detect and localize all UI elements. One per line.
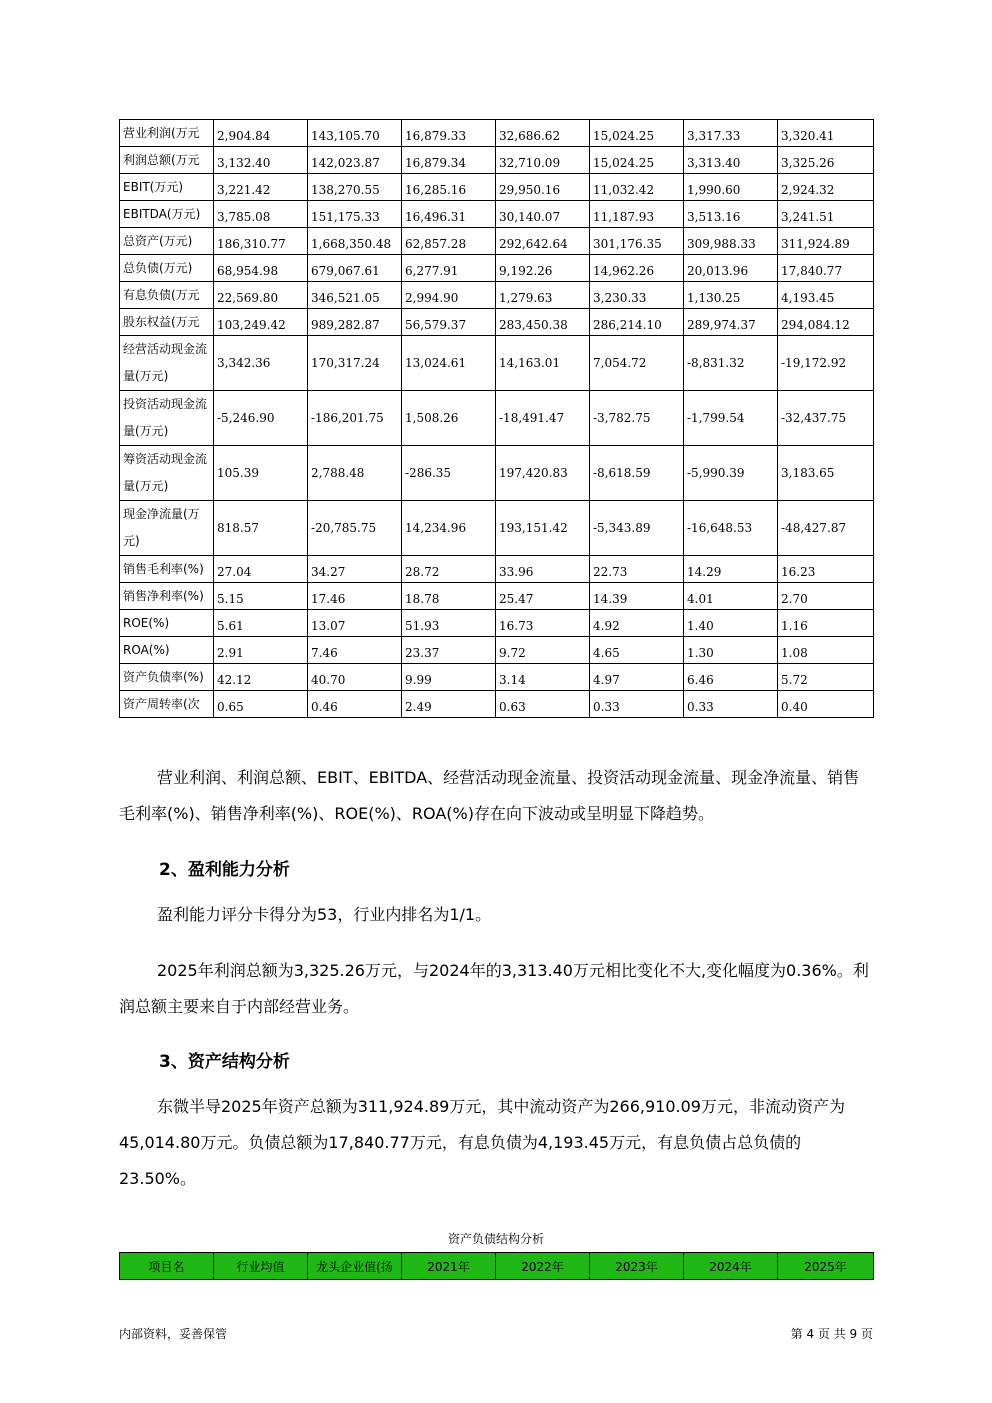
table-cell: -8,831.32 [684, 336, 778, 391]
table-cell: 28.72 [402, 556, 496, 583]
table-cell: 3.14 [496, 664, 590, 691]
table-row [120, 201, 874, 228]
table-cell: 2.70 [778, 583, 874, 610]
table-cell: 170,317.24 [308, 336, 402, 391]
table-cell: 30,140.07 [496, 201, 590, 228]
table-row [120, 637, 874, 664]
table-cell: 4.65 [590, 637, 684, 664]
table-cell: 142,023.87 [308, 147, 402, 174]
table-row [120, 255, 874, 282]
row-label: 现金净流量(万元) [120, 501, 214, 556]
table-cell: 16,879.34 [402, 147, 496, 174]
table-cell: 1,279.63 [496, 282, 590, 309]
header-cell: 项目名 [120, 1253, 214, 1280]
table-cell: 3,313.40 [684, 147, 778, 174]
table-cell: 1.08 [778, 637, 874, 664]
table-cell: -5,990.39 [684, 446, 778, 501]
table-cell: 14,962.26 [590, 255, 684, 282]
table-cell: -286.35 [402, 446, 496, 501]
table-cell: 4.92 [590, 610, 684, 637]
row-label: ROE(%) [120, 610, 214, 637]
row-label: EBIT(万元) [120, 174, 214, 201]
table-cell: 301,176.35 [590, 228, 684, 255]
footer-page-number: 第 4 页 共 9 页 [790, 1327, 873, 1341]
table-cell: 17.46 [308, 583, 402, 610]
table-cell: 4.01 [684, 583, 778, 610]
table-cell: 151,175.33 [308, 201, 402, 228]
table-cell: -5,343.89 [590, 501, 684, 556]
table-row [120, 147, 874, 174]
table-cell: 3,513.16 [684, 201, 778, 228]
asset-structure-paragraph: 东微半导2025年资产总额为311,924.89万元，其中流动资产为266,910.09万元，非流动资产为45,014.80万元。负债总额为17,840.77万元，有息负债为4,193.45万元，有息负债占总负债的23.50%。 [119, 1097, 845, 1188]
table-row [120, 691, 874, 718]
row-label: 营业利润(万元 [120, 120, 214, 147]
table-row [120, 446, 874, 501]
table-row [120, 228, 874, 255]
row-label: 销售净利率(%) [120, 583, 214, 610]
row-label: 资产负债率(%) [120, 664, 214, 691]
table-cell: 818.57 [214, 501, 308, 556]
total-profit-paragraph: 2025年利润总额为3,325.26万元，与2024年的3,313.40万元相比变化不大,变化幅度为0.36%。利润总额主要来自于内部经营业务。 [119, 961, 869, 1016]
table-cell: 7.46 [308, 637, 402, 664]
table-cell: 9.72 [496, 637, 590, 664]
table-cell: 105.39 [214, 446, 308, 501]
table-cell: 9.99 [402, 664, 496, 691]
table-cell: 292,642.64 [496, 228, 590, 255]
table-cell: -16,648.53 [684, 501, 778, 556]
table-cell: 68,954.98 [214, 255, 308, 282]
header-cell: 2024年 [684, 1253, 778, 1280]
table-cell: 286,214.10 [590, 309, 684, 336]
table-cell: 23.37 [402, 637, 496, 664]
row-label: 资产周转率(次 [120, 691, 214, 718]
table-cell: 283,450.38 [496, 309, 590, 336]
table-cell: 3,183.65 [778, 446, 874, 501]
table-cell: 3,317.33 [684, 120, 778, 147]
table-cell: 27.04 [214, 556, 308, 583]
table-cell: 14,234.96 [402, 501, 496, 556]
table-cell: 14,163.01 [496, 336, 590, 391]
row-label: ROA(%) [120, 637, 214, 664]
table-cell: 16,285.16 [402, 174, 496, 201]
table-cell: 3,325.26 [778, 147, 874, 174]
section-heading-asset-structure: 3、资产结构分析 [159, 1052, 290, 1072]
table-cell: 1,130.25 [684, 282, 778, 309]
table-cell: 186,310.77 [214, 228, 308, 255]
table-cell: 15,024.25 [590, 147, 684, 174]
table-cell: 346,521.05 [308, 282, 402, 309]
table-cell: 11,187.93 [590, 201, 684, 228]
table-cell: 5.15 [214, 583, 308, 610]
table-cell: 989,282.87 [308, 309, 402, 336]
table-cell: 2,904.84 [214, 120, 308, 147]
table-cell: 3,221.42 [214, 174, 308, 201]
table-cell: 4,193.45 [778, 282, 874, 309]
table-cell: 32,686.62 [496, 120, 590, 147]
table-row [120, 664, 874, 691]
table-row [120, 282, 874, 309]
table-cell: 1,668,350.48 [308, 228, 402, 255]
table-cell: 6.46 [684, 664, 778, 691]
table-cell: 289,974.37 [684, 309, 778, 336]
table-cell: 13,024.61 [402, 336, 496, 391]
row-label: 销售毛利率(%) [120, 556, 214, 583]
table-cell: 0.65 [214, 691, 308, 718]
table-cell: 3,132.40 [214, 147, 308, 174]
table-cell: 1,508.26 [402, 391, 496, 446]
table-cell: 138,270.55 [308, 174, 402, 201]
table-row [120, 583, 874, 610]
table-cell: 42.12 [214, 664, 308, 691]
financial-indicators-table [119, 119, 874, 718]
table-cell: 3,785.08 [214, 201, 308, 228]
table-cell: 7,054.72 [590, 336, 684, 391]
table-row [120, 391, 874, 446]
table-cell: 4.97 [590, 664, 684, 691]
table-cell: 2,788.48 [308, 446, 402, 501]
table-cell: -48,427.87 [778, 501, 874, 556]
row-label: 筹资活动现金流量(万元) [120, 446, 214, 501]
table-cell: -20,785.75 [308, 501, 402, 556]
table-cell: 5.61 [214, 610, 308, 637]
table-cell: 309,988.33 [684, 228, 778, 255]
table-cell: 16,879.33 [402, 120, 496, 147]
row-label: 总负债(万元) [120, 255, 214, 282]
table-cell: 1.30 [684, 637, 778, 664]
table-cell: 29,950.16 [496, 174, 590, 201]
table-cell: 14.29 [684, 556, 778, 583]
table-row [120, 120, 874, 147]
table-cell: -186,201.75 [308, 391, 402, 446]
table-cell: 11,032.42 [590, 174, 684, 201]
table-row [120, 336, 874, 391]
table-cell: -8,618.59 [590, 446, 684, 501]
table-header-row [120, 1253, 874, 1280]
table-cell: 679,067.61 [308, 255, 402, 282]
header-cell: 行业均值 [214, 1253, 308, 1280]
row-label: 投资活动现金流量(万元) [120, 391, 214, 446]
table-cell: 1.16 [778, 610, 874, 637]
table-cell: 0.63 [496, 691, 590, 718]
table-cell: 311,924.89 [778, 228, 874, 255]
table-cell: 5.72 [778, 664, 874, 691]
table-cell: 193,151.42 [496, 501, 590, 556]
table-cell: 40.70 [308, 664, 402, 691]
table-cell: 13.07 [308, 610, 402, 637]
row-label: 总资产(万元) [120, 228, 214, 255]
row-label: EBITDA(万元) [120, 201, 214, 228]
table-cell: 1.40 [684, 610, 778, 637]
table-cell: 56,579.37 [402, 309, 496, 336]
table-row [120, 309, 874, 336]
table-cell: 20,013.96 [684, 255, 778, 282]
table-cell: 25.47 [496, 583, 590, 610]
table-row [120, 610, 874, 637]
table-cell: 22.73 [590, 556, 684, 583]
table-row [120, 501, 874, 556]
row-label: 利润总额(万元 [120, 147, 214, 174]
table-cell: 143,105.70 [308, 120, 402, 147]
table-cell: 34.27 [308, 556, 402, 583]
row-label: 经营活动现金流量(万元) [120, 336, 214, 391]
table-cell: 1,990.60 [684, 174, 778, 201]
table-cell: -3,782.75 [590, 391, 684, 446]
footer-confidential: 内部资料，妥善保管 [119, 1327, 228, 1341]
table-cell: 0.33 [590, 691, 684, 718]
table-cell: 62,857.28 [402, 228, 496, 255]
table-cell: 33.96 [496, 556, 590, 583]
table-cell: 16.23 [778, 556, 874, 583]
table-cell: 3,241.51 [778, 201, 874, 228]
table-cell: -18,491.47 [496, 391, 590, 446]
table-cell: 22,569.80 [214, 282, 308, 309]
table-cell: 2,924.32 [778, 174, 874, 201]
table-cell: 2,994.90 [402, 282, 496, 309]
section-heading-profitability: 2、盈利能力分析 [159, 860, 290, 880]
table-row [120, 556, 874, 583]
table-cell: -32,437.75 [778, 391, 874, 446]
table-cell: 294,084.12 [778, 309, 874, 336]
table-cell: 3,342.36 [214, 336, 308, 391]
table-cell: 0.46 [308, 691, 402, 718]
table-cell: 32,710.09 [496, 147, 590, 174]
table-cell: 16.73 [496, 610, 590, 637]
table-cell: 103,249.42 [214, 309, 308, 336]
table-cell: 3,230.33 [590, 282, 684, 309]
table-row [120, 174, 874, 201]
header-cell: 2023年 [590, 1253, 684, 1280]
trend-paragraph: 营业利润、利润总额、EBIT、EBITDA、经营活动现金流量、投资活动现金流量、现金净流量、销售毛利率(%)、销售净利率(%)、ROE(%)、ROA(%)存在向下波动或呈明显下降趋势。 [119, 768, 860, 823]
table-cell: 0.40 [778, 691, 874, 718]
table-cell: 17,840.77 [778, 255, 874, 282]
table-cell: 2.91 [214, 637, 308, 664]
table-cell: 14.39 [590, 583, 684, 610]
table-cell: 15,024.25 [590, 120, 684, 147]
header-cell: 2025年 [778, 1253, 874, 1280]
balance-structure-table [119, 1252, 874, 1280]
table-caption: 资产负债结构分析 [447, 1232, 544, 1246]
header-cell: 2022年 [496, 1253, 590, 1280]
table-cell: -19,172.92 [778, 336, 874, 391]
header-cell: 2021年 [402, 1253, 496, 1280]
header-cell: 龙头企业值(扬 [308, 1253, 402, 1280]
row-label: 股东权益(万元 [120, 309, 214, 336]
profitability-score-paragraph: 盈利能力评分卡得分为53，行业内排名为1/1。 [157, 905, 492, 924]
table-cell: 18.78 [402, 583, 496, 610]
table-cell: 2.49 [402, 691, 496, 718]
table-cell: -5,246.90 [214, 391, 308, 446]
table-cell: 3,320.41 [778, 120, 874, 147]
table-cell: 197,420.83 [496, 446, 590, 501]
table-cell: 0.33 [684, 691, 778, 718]
row-label: 有息负债(万元 [120, 282, 214, 309]
table-cell: 6,277.91 [402, 255, 496, 282]
table-cell: -1,799.54 [684, 391, 778, 446]
table-cell: 16,496.31 [402, 201, 496, 228]
table-cell: 51.93 [402, 610, 496, 637]
table-cell: 9,192.26 [496, 255, 590, 282]
